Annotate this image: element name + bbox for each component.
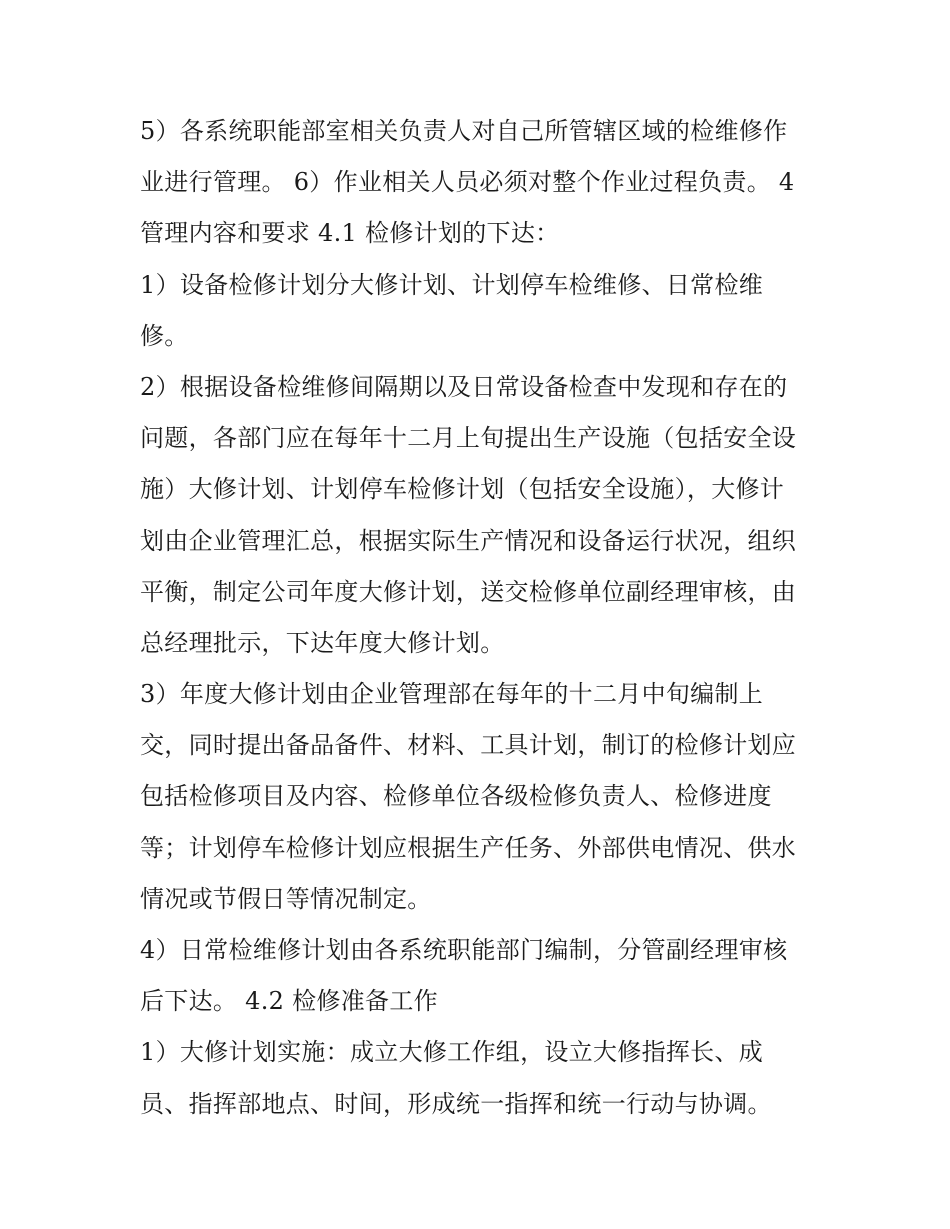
document-body bbox=[140, 106, 820, 1130]
text-line: 业进行管理。 6）作业相关人员必须对整个作业过程负责。 4 bbox=[140, 168, 795, 197]
text-line: 交，同时提出备品备件、材料、工具计划，制订的检修计划应 bbox=[140, 731, 797, 760]
text-line: 员、指挥部地点、时间，形成统一指挥和统一行动与协调。 bbox=[140, 1089, 772, 1118]
text-line: 平衡，制定公司年度大修计划，送交检修单位副经理审核，由 bbox=[140, 577, 797, 606]
text-line: 修。 bbox=[140, 321, 189, 350]
text-line: 划由企业管理汇总，根据实际生产情况和设备运行状况，组织 bbox=[140, 526, 797, 555]
text-line: 3）年度大修计划由企业管理部在每年的十二月中旬编制上 bbox=[140, 680, 764, 709]
text-line: 问题，各部门应在每年十二月上旬提出生产设施（包括安全设 bbox=[140, 424, 797, 453]
text-line: 1）设备检修计划分大修计划、计划停车检维修、日常检维 bbox=[140, 270, 764, 299]
text-line: 总经理批示，下达年度大修计划。 bbox=[140, 628, 505, 657]
text-line: 施）大修计划、计划停车检修计划（包括安全设施），大修计 bbox=[140, 475, 785, 504]
text-line: 2）根据设备检维修间隔期以及日常设备检查中发现和存在的 bbox=[140, 372, 788, 401]
text-line: 等；计划停车检修计划应根据生产任务、外部供电情况、供水 bbox=[140, 833, 797, 862]
text-line: 4）日常检维修计划由各系统职能部门编制，分管副经理审核 bbox=[140, 936, 788, 964]
text-line: 后下达。 4.2 检修准备工作 bbox=[140, 987, 438, 1016]
text-line: 管理内容和要求 4.1 检修计划的下达： bbox=[140, 219, 560, 248]
text-line: 5）各系统职能部室相关负责人对自己所管辖区域的检维修作 bbox=[140, 117, 788, 145]
text-line: 包括检修项目及内容、检修单位各级检修负责人、检修进度 bbox=[140, 782, 772, 811]
text-line: 情况或节假日等情况制定。 bbox=[140, 884, 432, 913]
text-line: 1）大修计划实施：成立大修工作组，设立大修指挥长、成 bbox=[140, 1038, 764, 1067]
